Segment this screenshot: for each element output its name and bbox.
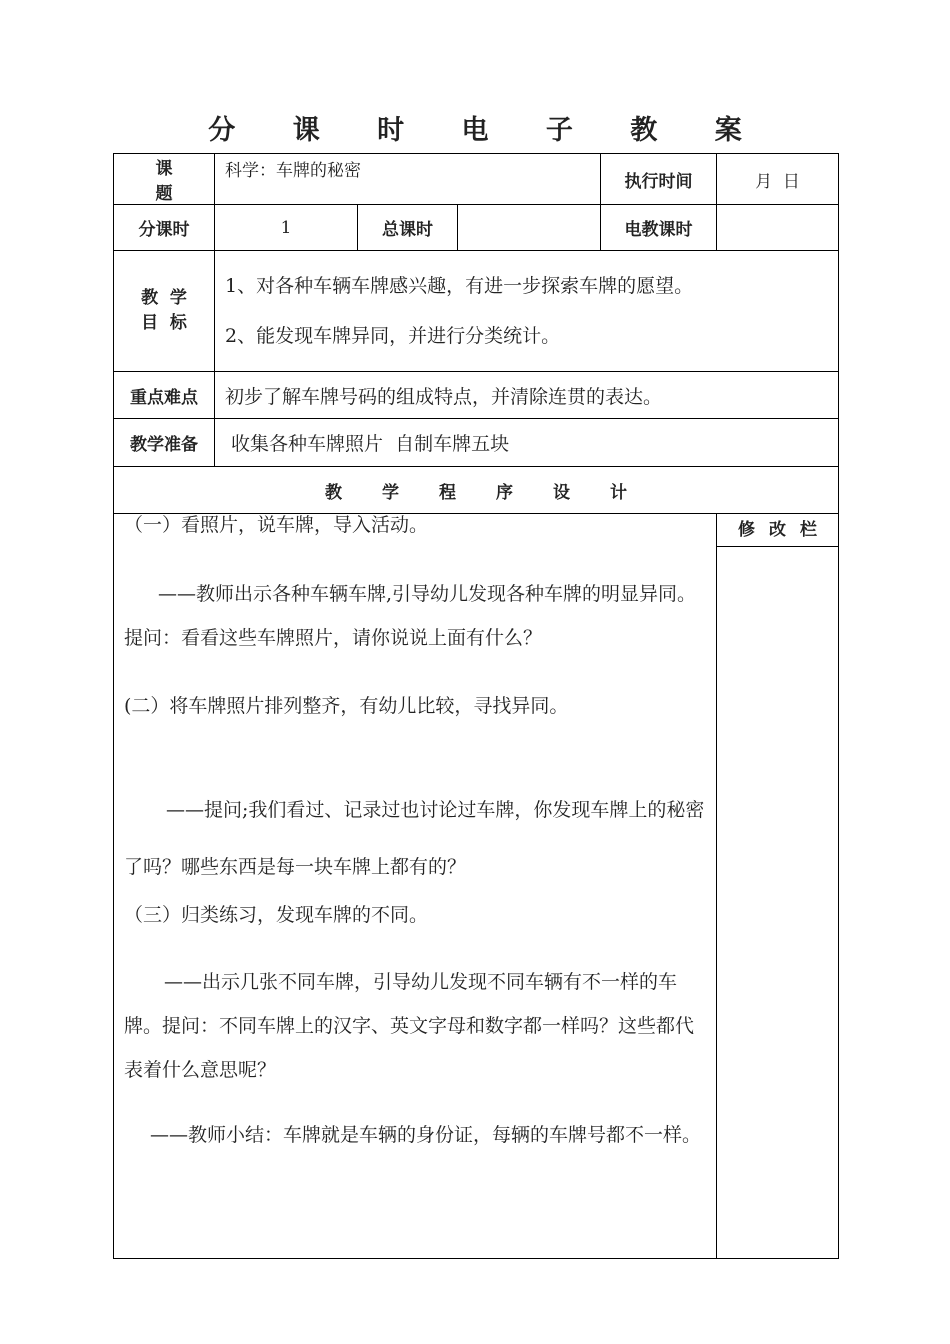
revision-column [717,514,839,1259]
design-paragraph-2: ——提问;我们看过、记录过也讨论过车牌，你发现车牌上的秘密了吗？哪些东西是每一块车牌上都有的？ [124,799,705,878]
media-periods-value [717,205,839,251]
key-points-label: 重点难点 [114,372,215,419]
goals-label [114,251,215,372]
preparation-row [114,419,839,467]
goals-row [114,251,839,372]
goal-item: 1、对各种车辆车牌感兴趣，有进一步探索车牌的愿望。 [225,275,694,297]
topic-value: 科学：车牌的秘密 [215,154,601,205]
topic-row [114,154,839,205]
design-header-row [114,467,839,514]
design-paragraph-3: ——出示几张不同车牌，引导幼儿发现不同车辆有不一样的车牌。提问：不同车牌上的汉字、英文字母和数字都一样吗？这些都代表着什么意思呢？ [124,971,695,1081]
goals-content [215,251,839,372]
key-points-text: 初步了解车牌号码的组成特点，并清除连贯的表达。 [215,372,839,419]
media-periods-label: 电教课时 [601,205,717,251]
design-section-2: (二）将车牌照片排列整齐，有幼儿比较，寻找异同。 [124,695,569,717]
design-body-row [114,514,839,1259]
lesson-plan-table [113,153,839,1259]
revision-label: 修改栏 [717,514,838,547]
design-paragraph-1: ——教师出示各种车辆车牌,引导幼儿发现各种车牌的明显异同。提问：看看这些车牌照片，请你说说上面有什么？ [124,583,697,649]
period-row [114,205,839,251]
goals-label-line1: 教 学 [141,288,187,308]
topic-label: 课 题 [114,154,215,205]
goals-label-line2: 目 标 [141,313,187,333]
design-section-3: （三）归类练习，发现车牌的不同。 [124,904,429,926]
preparation-text: 收集各种车牌照片 自制车牌五块 [215,419,839,467]
total-periods-value [458,205,601,251]
design-section-1: （一）看照片，说车牌，导入活动。 [124,514,429,536]
execution-time-value: 月 日 [717,154,839,205]
period-label: 分课时 [114,205,215,251]
preparation-label: 教学准备 [114,419,215,467]
key-points-row [114,372,839,419]
page-title: 分 课 时 电 子 教 案 [208,115,766,146]
execution-time-label: 执行时间 [601,154,717,205]
period-value: 1 [215,205,358,251]
goal-item: 2、能发现车牌异同，并进行分类统计。 [225,325,561,347]
design-content [114,514,717,1259]
design-summary: ——教师小结：车牌就是车辆的身份证，每辆的车牌号都不一样。 [150,1124,702,1146]
total-periods-label: 总课时 [358,205,458,251]
design-header: 教学程序设计 [114,467,839,514]
